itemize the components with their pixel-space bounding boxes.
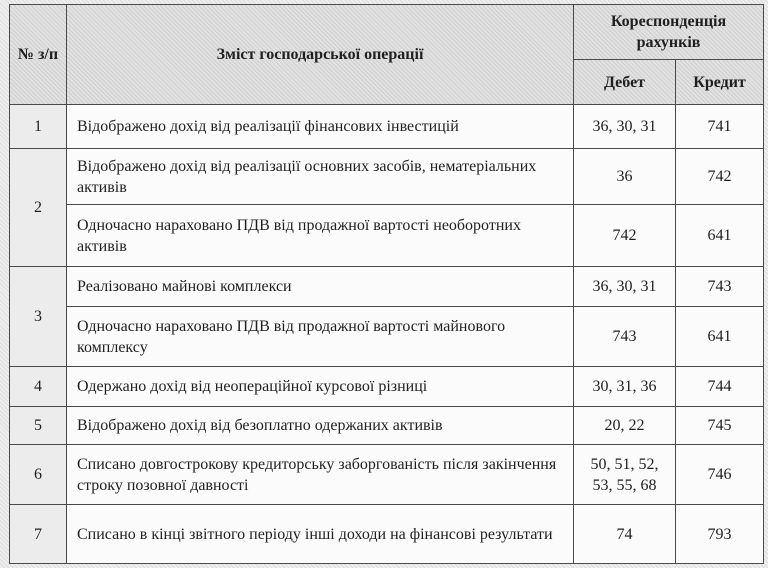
credit-account: 741 bbox=[676, 105, 764, 149]
debit-accounts: 20, 22 bbox=[574, 407, 676, 445]
row-number: 2 bbox=[10, 149, 67, 267]
debit-accounts: 36 bbox=[574, 149, 676, 205]
operation-description: Одночасно нараховано ПДВ від продажної вартості майнового комплексу bbox=[67, 307, 574, 367]
credit-account: 793 bbox=[676, 505, 764, 564]
header-number: № з/п bbox=[10, 5, 67, 105]
row-number: 1 bbox=[10, 105, 67, 149]
table-row bbox=[10, 267, 764, 307]
table-row bbox=[10, 445, 764, 505]
table-row bbox=[10, 205, 764, 267]
operation-description: Списано довгострокову кредиторську заборгованість після закінчення строку позовної давності bbox=[67, 445, 574, 505]
debit-accounts: 74 bbox=[574, 505, 676, 564]
debit-accounts: 743 bbox=[574, 307, 676, 367]
debit-accounts: 36, 30, 31 bbox=[574, 105, 676, 149]
credit-account: 745 bbox=[676, 407, 764, 445]
credit-account: 641 bbox=[676, 205, 764, 267]
operation-description: Одержано дохід від неопераційної курсової різниці bbox=[67, 367, 574, 407]
debit-accounts: 50, 51, 52, 53, 55, 68 bbox=[574, 445, 676, 505]
row-number: 6 bbox=[10, 445, 67, 505]
credit-account: 742 bbox=[676, 149, 764, 205]
debit-accounts: 742 bbox=[574, 205, 676, 267]
table-row bbox=[10, 407, 764, 445]
operation-description: Одночасно нараховано ПДВ від продажної вартості необоротних активів bbox=[67, 205, 574, 267]
operation-description: Реалізовано майнові комплекси bbox=[67, 267, 574, 307]
debit-accounts: 36, 30, 31 bbox=[574, 267, 676, 307]
table-row bbox=[10, 505, 764, 564]
row-number: 7 bbox=[10, 505, 67, 564]
header-correspondence: Кореспонденція рахунків bbox=[574, 5, 764, 60]
table-row bbox=[10, 149, 764, 205]
credit-account: 743 bbox=[676, 267, 764, 307]
debit-accounts: 30, 31, 36 bbox=[574, 367, 676, 407]
credit-account: 641 bbox=[676, 307, 764, 367]
row-number: 3 bbox=[10, 267, 67, 367]
operation-description: Відображено дохід від реалізації основних засобів, нематеріальних активів bbox=[67, 149, 574, 205]
operation-description: Відображено дохід від безоплатно одержаних активів bbox=[67, 407, 574, 445]
credit-account: 744 bbox=[676, 367, 764, 407]
table-row bbox=[10, 105, 764, 149]
operation-description: Списано в кінці звітного періоду інші доходи на фінансові результати bbox=[67, 505, 574, 564]
table-row bbox=[10, 367, 764, 407]
operations-table bbox=[9, 4, 764, 564]
header-debit: Дебет bbox=[574, 60, 676, 105]
operation-description: Відображено дохід від реалізації фінансових інвестицій bbox=[67, 105, 574, 149]
table-row bbox=[10, 307, 764, 367]
header-content: Зміст господарської операції bbox=[67, 5, 574, 105]
row-number: 4 bbox=[10, 367, 67, 407]
header-credit: Кредит bbox=[676, 60, 764, 105]
credit-account: 746 bbox=[676, 445, 764, 505]
row-number: 5 bbox=[10, 407, 67, 445]
